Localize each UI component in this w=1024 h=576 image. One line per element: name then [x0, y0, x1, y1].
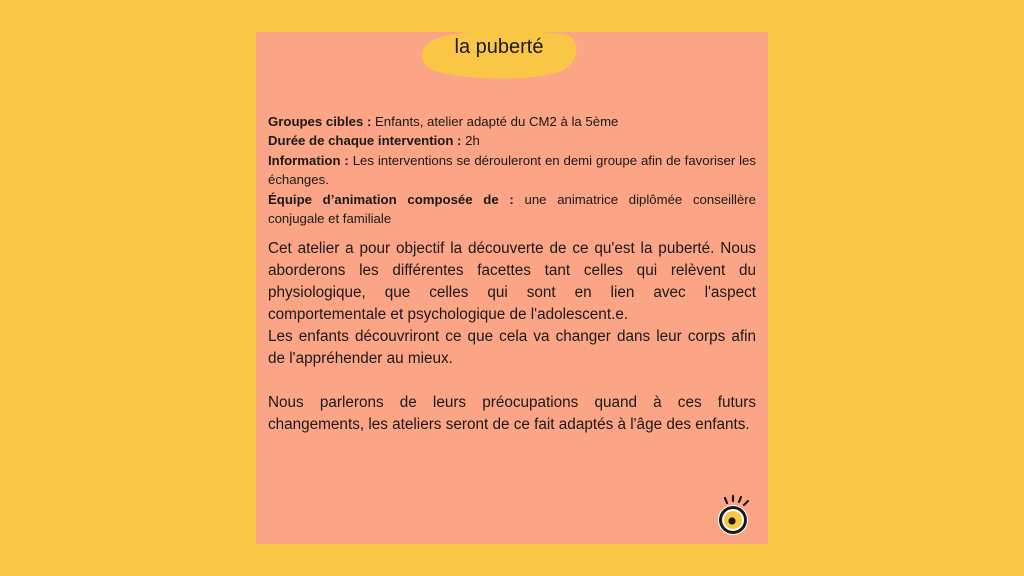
description-block	[268, 238, 756, 436]
info-value: Les interventions se dérouleront en demi groupe afin de favoriser les échanges.	[268, 152, 756, 188]
info-block	[268, 112, 756, 228]
info-value: Enfants, atelier adapté du CM2 à la 5ème	[371, 114, 619, 129]
info-label: Information :	[268, 152, 349, 168]
info-label: Durée de chaque intervention :	[268, 133, 462, 149]
paragraph-objective: Cet atelier a pour objectif la découverte de ce qu'est la puberté. Nous aborderons les différentes facettes tant celles qui relèvent du physiologique, que celles qui sont en lien avec l'aspect comportementale et psychologique de l'adolescent.e.	[268, 240, 756, 323]
info-line-information	[268, 151, 756, 190]
info-line-target-groups	[268, 112, 756, 131]
page-title: la puberté	[454, 36, 544, 58]
content-card	[256, 32, 768, 544]
info-label: Groupes cibles :	[268, 114, 372, 129]
info-label: Équipe d’animation composée de :	[268, 191, 514, 207]
paragraph-concerns: Nous parlerons de leurs préocupations quand à ces futurs changements, les ateliers seront de ce fait adaptés à l'âge des enfants.	[268, 394, 756, 433]
paragraph-body-changes: Les enfants découvriront ce que cela va changer dans leur corps afin de l'appréhender au mieux.	[268, 328, 756, 367]
eye-logo-icon	[712, 494, 756, 538]
info-line-duration	[268, 131, 756, 150]
info-value: 2h	[461, 133, 480, 149]
title-blob	[419, 26, 579, 82]
info-value: une animatrice diplômée conseillère conjugale et familiale	[268, 191, 756, 227]
paragraph-spacer	[268, 370, 756, 392]
info-line-team	[268, 190, 756, 229]
